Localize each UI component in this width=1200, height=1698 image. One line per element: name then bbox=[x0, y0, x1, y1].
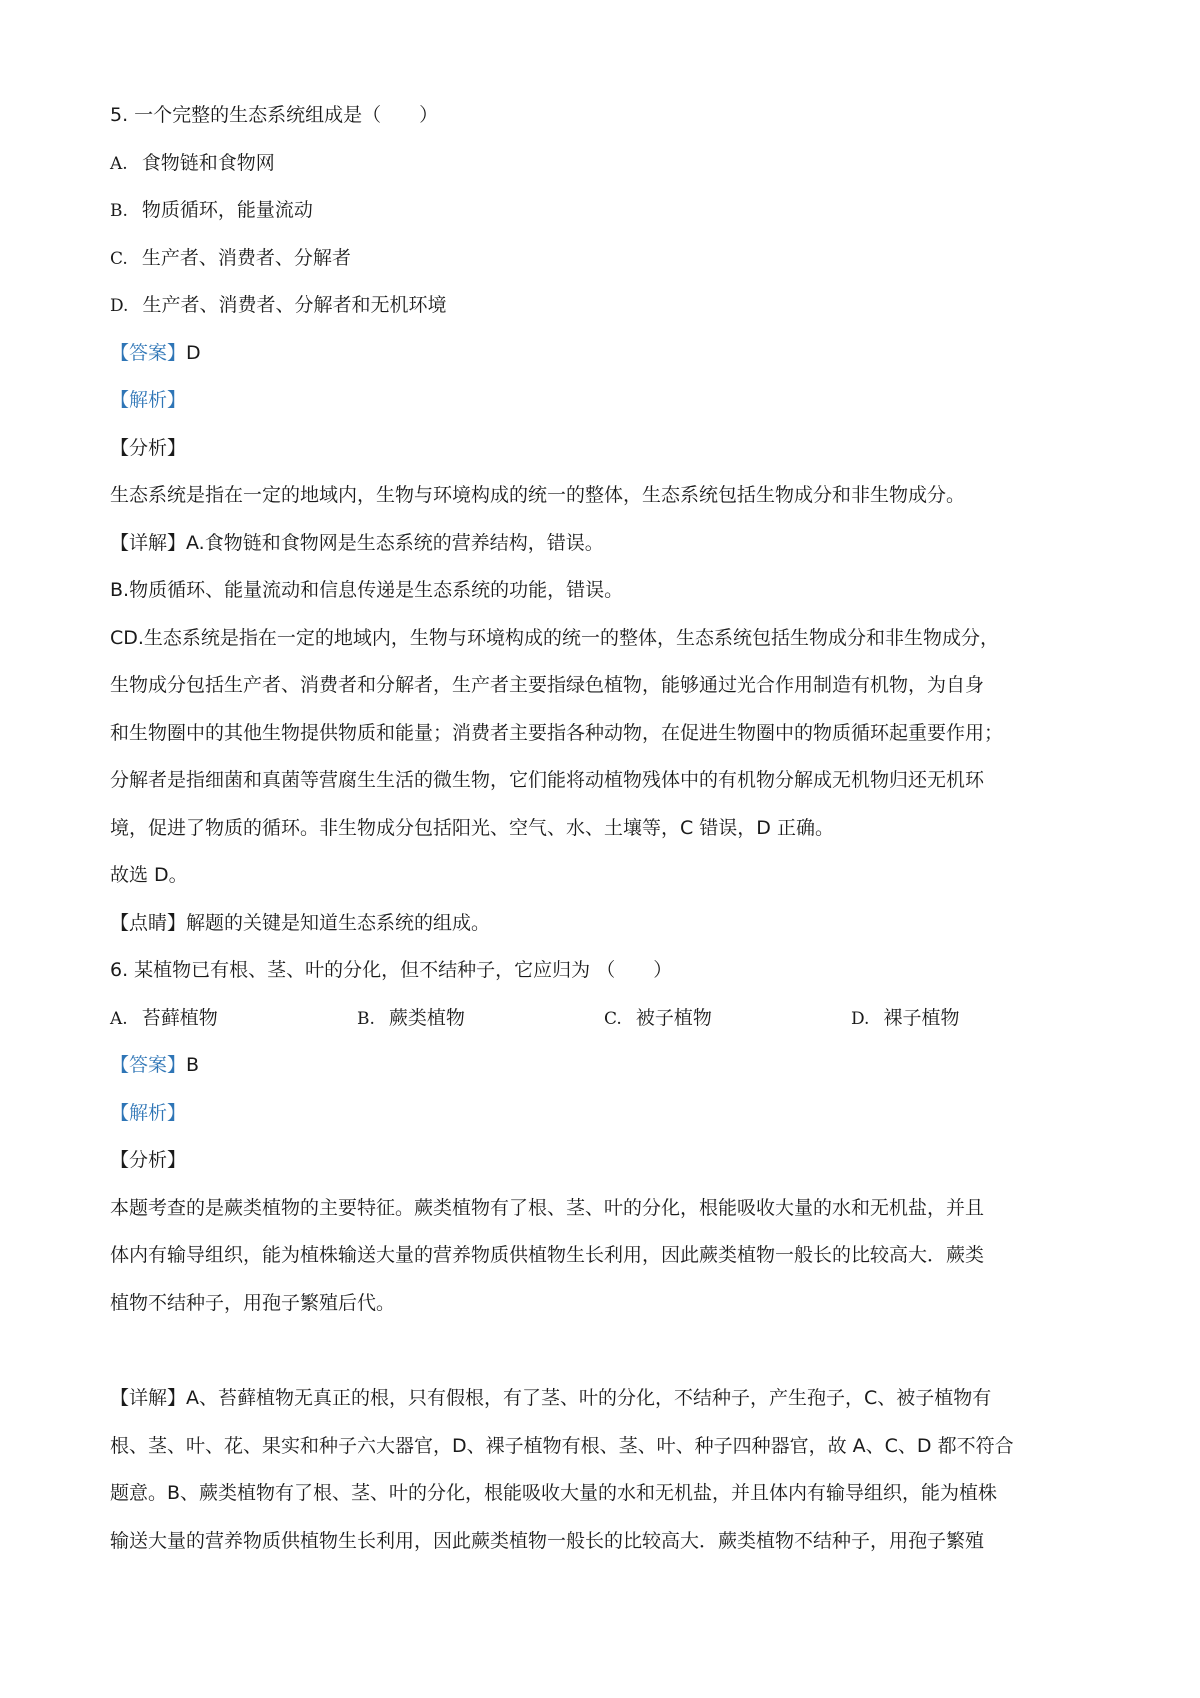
q6-option-c-text: 被子植物 bbox=[635, 1007, 712, 1029]
q5-option-d bbox=[110, 291, 446, 320]
q6-question: 6. 某植物已有根、茎、叶的分化，但不结种子，它应归为 （ ） bbox=[110, 959, 673, 981]
q5-option-a-text: 食物链和食物网 bbox=[141, 152, 275, 174]
q5-option-b-letter: B. bbox=[110, 201, 128, 221]
q6-option-b-text: 蕨类植物 bbox=[388, 1007, 465, 1029]
q6-detail-line-2: 根、茎、叶、花、果实和种子六大器官，D、裸子植物有根、茎、叶、种子四种器官，故 A、C、D 都不符合 bbox=[110, 1435, 1014, 1457]
q6-option-b bbox=[357, 1004, 465, 1033]
q5-option-c-letter: C. bbox=[110, 249, 128, 269]
q5-detail-line-2: B.物质循环、能量流动和信息传递是生态系统的功能，错误。 bbox=[110, 579, 624, 601]
q6-detail-label: 【详解】 bbox=[110, 1387, 187, 1409]
q6-option-c-letter: C. bbox=[604, 1009, 622, 1029]
q5-fenxi-text: 生态系统是指在一定的地域内，生物与环境构成的统一的整体，生态系统包括生物成分和非生物成分。 bbox=[110, 484, 966, 506]
q5-option-a bbox=[110, 149, 275, 178]
q5-option-d-text: 生产者、消费者、分解者和无机环境 bbox=[142, 294, 447, 316]
q5-detail-line-7: 境，促进了物质的循环。非生物成分包括阳光、空气、水、土壤等，C 错误，D 正确。 bbox=[110, 817, 834, 839]
q6-fenxi-label: 【分析】 bbox=[110, 1149, 187, 1171]
q6-detail-line-3: 题意。B、蕨类植物有了根、茎、叶的分化，根能吸收大量的水和无机盐，并且体内有输导组织，能为植株 bbox=[110, 1482, 998, 1504]
q5-dianjing-text: 解题的关键是知道生态系统的组成。 bbox=[186, 912, 491, 934]
q5-detail-line-3: CD.生态系统是指在一定的地域内，生物与环境构成的统一的整体，生态系统包括生物成分和非生物成分， bbox=[110, 627, 999, 649]
q5-answer bbox=[110, 339, 201, 367]
q5-detail-label: 【详解】 bbox=[110, 532, 187, 554]
q5-question: 5. 一个完整的生态系统组成是（ ） bbox=[110, 104, 439, 126]
q5-detail-line-6: 分解者是指细菌和真菌等营腐生生活的微生物，它们能将动植物残体中的有机物分解成无机物归还无机环 bbox=[110, 769, 985, 791]
q6-option-a bbox=[110, 1004, 218, 1033]
q5-option-d-letter: D. bbox=[110, 296, 129, 316]
q6-detail-line-4: 输送大量的营养物质供植物生长利用，因此蕨类植物一般长的比较高大．蕨类植物不结种子，用孢子繁殖 bbox=[110, 1530, 985, 1552]
q5-option-c bbox=[110, 244, 351, 273]
q6-answer-label: 【答案】 bbox=[110, 1054, 187, 1076]
q6-option-d-letter: D. bbox=[851, 1009, 870, 1029]
q5-answer-label: 【答案】 bbox=[110, 342, 187, 364]
q6-option-d bbox=[851, 1004, 959, 1033]
q6-answer-value: B bbox=[186, 1054, 200, 1076]
q6-option-d-text: 裸子植物 bbox=[883, 1007, 960, 1029]
q6-options-row bbox=[110, 1004, 1010, 1032]
q6-fenxi-line-3: 植物不结种子，用孢子繁殖后代。 bbox=[110, 1292, 396, 1314]
q5-detail-text-1: A.食物链和食物网是生态系统的营养结构，错误。 bbox=[186, 532, 604, 554]
q5-dianjing-label: 【点睛】 bbox=[110, 912, 187, 934]
q6-detail-text-1: A、苔藓植物无真正的根，只有假根，有了茎、叶的分化，不结种子，产生孢子，C、被子植物有 bbox=[186, 1387, 992, 1409]
q6-analysis-label: 【解析】 bbox=[110, 1102, 187, 1124]
q5-option-a-letter: A. bbox=[110, 154, 128, 174]
q5-dianjing bbox=[110, 909, 490, 937]
q6-option-b-letter: B. bbox=[357, 1009, 375, 1029]
q5-option-b bbox=[110, 196, 313, 225]
q5-fenxi-label: 【分析】 bbox=[110, 437, 187, 459]
q5-detail-line-4: 生物成分包括生产者、消费者和分解者，生产者主要指绿色植物，能够通过光合作用制造有机物，为自身 bbox=[110, 674, 985, 696]
q6-fenxi-line-1: 本题考查的是蕨类植物的主要特征。蕨类植物有了根、茎、叶的分化，根能吸收大量的水和无机盐，并且 bbox=[110, 1197, 985, 1219]
q6-option-a-letter: A. bbox=[110, 1009, 128, 1029]
q5-option-c-text: 生产者、消费者、分解者 bbox=[141, 247, 351, 269]
q5-detail-line-5: 和生物圈中的其他生物提供物质和能量；消费者主要指各种动物，在促进生物圈中的物质循环起重要作用； bbox=[110, 722, 1004, 744]
q6-fenxi-line-2: 体内有输导组织，能为植株输送大量的营养物质供植物生长利用，因此蕨类植物一般长的比较高大．蕨类 bbox=[110, 1244, 985, 1266]
q6-option-a-text: 苔藓植物 bbox=[141, 1007, 218, 1029]
q5-detail-line-1 bbox=[110, 529, 604, 557]
q5-analysis-label: 【解析】 bbox=[110, 389, 187, 411]
q5-option-b-text: 物质循环，能量流动 bbox=[141, 199, 313, 221]
q6-answer bbox=[110, 1051, 199, 1079]
q6-detail-line-1 bbox=[110, 1384, 991, 1412]
q6-option-c bbox=[604, 1004, 712, 1033]
q5-detail-line-8: 故选 D。 bbox=[110, 864, 188, 886]
q5-answer-value: D bbox=[186, 342, 201, 364]
